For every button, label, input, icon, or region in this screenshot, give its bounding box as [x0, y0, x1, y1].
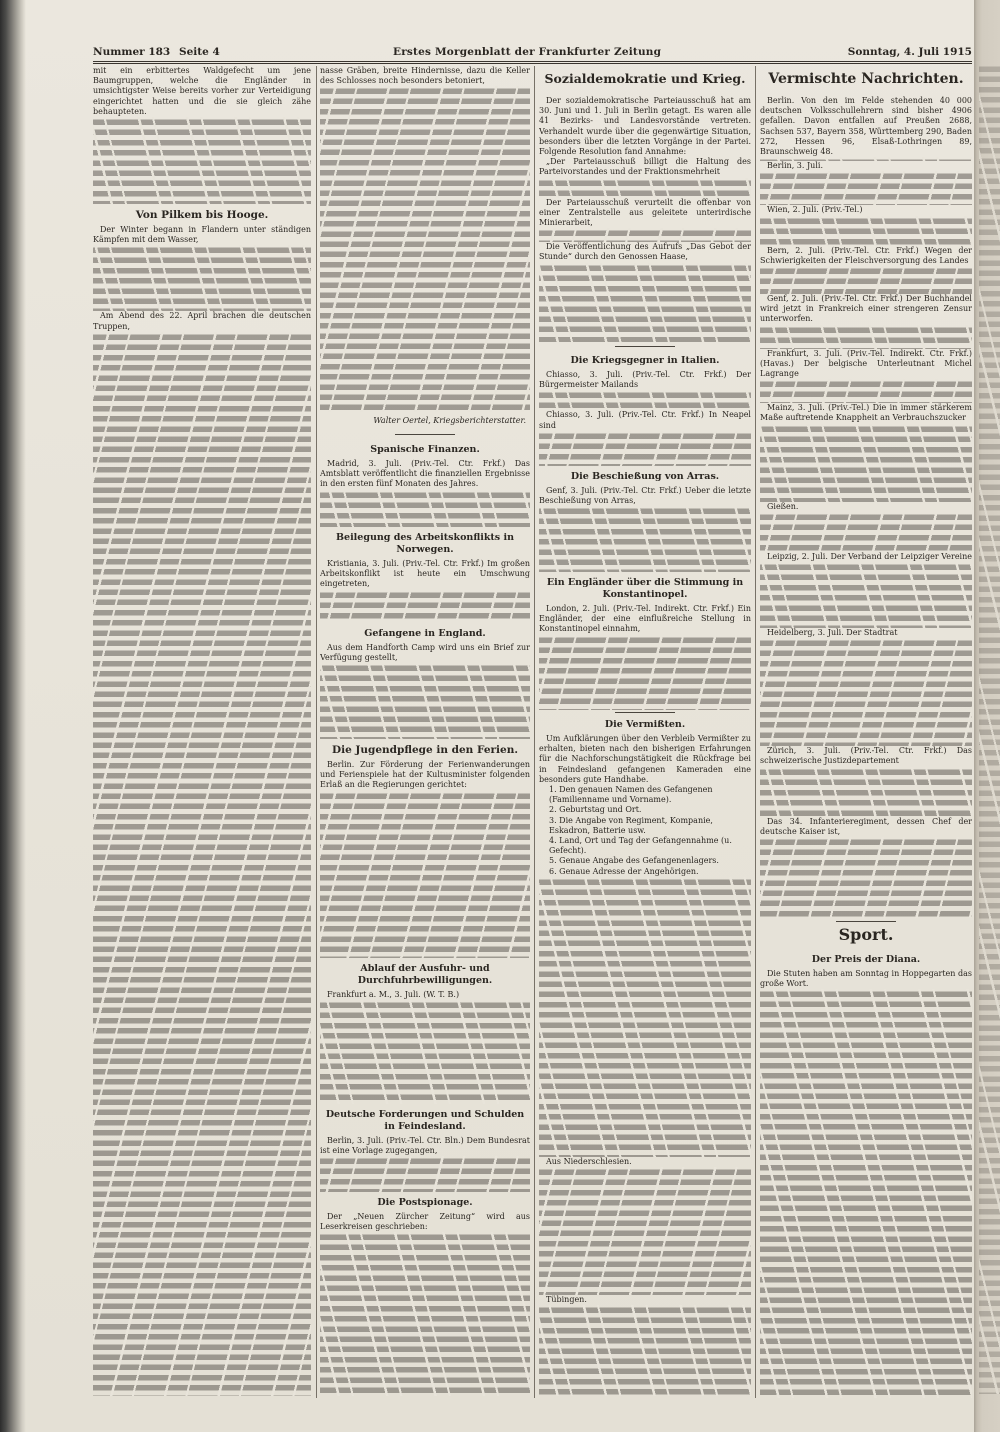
article-stimmung-konstantinopel — [539, 574, 751, 710]
article-separator — [615, 712, 675, 713]
edition-title: Erstes Morgenblatt der Frankfurter Zeitung — [393, 46, 662, 58]
article-text: Chiasso, 3. Juli. (Priv.-Tel. Ctr. Frkf.) In Neapel sind — [539, 410, 751, 430]
page-binding-shadow — [0, 0, 26, 1432]
article-headline: Die Vermißten. — [604, 719, 686, 730]
adjacent-page-text-block — [979, 64, 1000, 1394]
text-block — [760, 266, 972, 294]
article-vermisste — [539, 716, 751, 1396]
text-block — [539, 506, 751, 572]
text-block — [320, 590, 530, 623]
text-block — [760, 171, 972, 205]
article-kriegsgegner-italien — [539, 352, 751, 466]
text-block — [539, 263, 751, 342]
article-text: Berlin, 3. Juli. (Priv.-Tel. Ctr. Bln.) Dem Bundesrat ist eine Vorlage zugegangen, — [320, 1136, 530, 1156]
article-separator — [615, 346, 675, 347]
article-text: Madrid, 3. Juli. (Priv.-Tel. Ctr. Frkf.) Das Amtsblatt veröffentlicht die finanziellen Ergebnisse in den ersten fünf Monaten des Jahres. — [320, 459, 530, 489]
text-block — [93, 117, 311, 204]
column-3 — [539, 0, 751, 1432]
news-item: Genf, 2. Juli. (Priv.-Tel. Ctr. Frkf.) Der Buchhandel wird jetzt in Frankreich einer strengeren Zensur unterworfen. — [760, 294, 972, 324]
article-text: nasse Gräben, breite Hindernisse, dazu die Keller des Schlosses noch besonders betoniert, — [320, 66, 530, 86]
article-text: Der Winter begann in Flandern unter ständigen Kämpfen mit dem Wasser, — [93, 225, 311, 245]
article-postspionage — [320, 1194, 530, 1396]
list-item: 6. Genaue Adresse der Angehörigen. — [549, 866, 699, 876]
article-separator — [395, 434, 455, 435]
text-block — [760, 325, 972, 349]
page-number: Seite 4 — [179, 46, 220, 58]
text-block — [320, 1000, 530, 1104]
article-preis-der-diana — [760, 951, 972, 1398]
text-block — [320, 490, 530, 527]
article-headline: Die Postspionage. — [377, 1197, 473, 1208]
text-block — [539, 178, 751, 198]
text-block — [760, 837, 972, 918]
article-text: Frankfurt a. M., 3. Juli. (W. T. B.) — [327, 990, 460, 999]
news-item: Leipzig, 2. Juli. Der Verband der Leipziger Vereine — [767, 551, 972, 561]
article-gefangene-england — [320, 625, 530, 739]
text-block — [760, 638, 972, 746]
text-block — [539, 1305, 751, 1396]
article-pilkem-hooge — [93, 206, 311, 1396]
text-block — [760, 216, 972, 246]
article-text: London, 2. Juli. (Priv.-Tel. Indirekt. Ctr. Frkf.) Ein Engländer, der eine einflußreiche Stellung in Konstantinopel einnahm, — [539, 604, 751, 634]
section-separator — [836, 921, 896, 922]
article-headline: Die Kriegsgegner in Italien. — [570, 355, 720, 366]
article-headline: Der Preis der Diana. — [811, 954, 921, 965]
article-headline: Ablauf der Ausfuhr- und Durchfuhrbewilligungen. — [357, 963, 493, 986]
section-headline: Vermischte Nachrichten. — [768, 71, 964, 87]
list-item: 3. Die Angabe von Regiment, Kompanie, Eskadron, Batterie usw. — [549, 815, 713, 835]
article-text: „Der Parteiausschuß billigt die Haltung des Parteivorstandes und der Fraktionsmehrheit — [539, 157, 751, 177]
section-sport — [760, 924, 972, 950]
article-continuation — [320, 66, 530, 412]
section-headline: Sport. — [838, 925, 894, 944]
column-rule — [534, 66, 535, 1398]
text-block — [320, 1156, 530, 1192]
adjacent-page-edge — [974, 0, 1000, 1432]
news-item: Wien, 2. Juli. (Priv.-Tel.) — [767, 205, 863, 215]
text-block — [760, 989, 972, 1398]
text-block — [320, 791, 530, 958]
news-item: Das 34. Infanterieregiment, dessen Chef der deutsche Kaiser ist, — [760, 816, 972, 836]
column-rule — [316, 66, 317, 1398]
column-1 — [93, 0, 311, 1432]
text-block — [320, 86, 530, 412]
article-arbeitskonflikt-norwegen — [320, 529, 530, 623]
article-spanische-finanzen — [320, 441, 530, 527]
column-rule — [755, 66, 756, 1398]
article-text: Aus Niederschlesien. — [546, 1156, 632, 1166]
article-text: Genf, 3. Juli. (Priv.-Tel. Ctr. Frkf.) Ueber die letzte Beschießung von Arras, — [539, 486, 751, 506]
article-text: Kristiania, 3. Juli. (Priv.-Tel. Ctr. Frkf.) Im großen Arbeitskonflikt ist heute ein Umschwung eingetreten, — [320, 559, 530, 589]
text-block — [760, 379, 972, 403]
news-item: Gießen. — [767, 501, 799, 511]
article-text: Der Parteiausschuß verurteilt die offenbar von einer Zentralstelle aus geleitete unterirdische Minierarbeit, — [539, 197, 751, 228]
text-block — [539, 431, 751, 466]
news-item: Berlin, 3. Juli. — [767, 161, 823, 171]
text-block — [93, 245, 311, 311]
news-item: Berlin. Von den im Felde stehenden 40 000 deutschen Volksschullehrern sind bisher 4906 gefallen. Davon entfallen auf Preußen 2688, Sachsen 537, Bayern 358, Württemberg 290, Baden 272, Hessen 96, Elsaß-Lothringen 89, Braunschweig 48. — [760, 96, 972, 157]
article-headline: Von Pilkem bis Hooge. — [135, 209, 269, 221]
article-text: Die Stuten haben am Sonntag in Hoppegarten das große Wort. — [760, 969, 972, 989]
text-block — [93, 332, 311, 1396]
article-text: Aus dem Handforth Camp wird uns ein Brief zur Verfügung gestellt, — [320, 643, 530, 663]
text-block — [760, 512, 972, 552]
article-headline: Deutsche Forderungen und Schulden in Feindesland. — [325, 1109, 525, 1132]
text-block — [320, 1232, 530, 1396]
issue-date: Sonntag, 4. Juli 1915 — [847, 46, 972, 58]
text-block — [320, 663, 530, 739]
list-item: 1. Den genauen Namen des Gefangenen (Familienname und Vorname). — [549, 785, 713, 805]
article-headline: Ein Engländer über die Stimmung in Konstantinopel. — [546, 577, 744, 600]
column-2 — [320, 0, 530, 1432]
article-text: Berlin. Zur Förderung der Ferienwanderungen und Ferienspiele hat der Kultusminister folgenden Erlaß an die Regierungen gerichtet: — [320, 760, 530, 790]
article-headline: Die Beschießung von Arras. — [570, 471, 720, 482]
column-4 — [760, 0, 972, 1432]
issue-number: Nummer 183 — [93, 46, 171, 58]
article-headline: Die Jugendpflege in den Ferien. — [331, 744, 518, 756]
article-headline: Beilegung des Arbeitskonflikts in Norwegen. — [336, 532, 514, 555]
news-item: Mainz, 3. Juli. (Priv.-Tel.) Die in immer stärkerem Maße auftretende Knappheit an Verbrauchszucker — [760, 403, 972, 423]
article-headline: Spanische Finanzen. — [370, 444, 480, 455]
list-item: 5. Genaue Angabe des Gefangenenlagers. — [549, 856, 719, 866]
article-beschiessung-arras — [539, 468, 751, 572]
list-item: 4. Land, Ort und Tag der Gefangennahme (u. Gefecht). — [549, 836, 732, 856]
text-block — [539, 390, 751, 410]
article-text: Der sozialdemokratische Parteiausschuß hat am 30. Juni und 1. Juli in Berlin getagt. Es waren alle 41 Bezirks- und Landesvorstände vertreten. Verhandelt wurde über die gegenwärtige Situation, besonders über die letzten Vorgänge in der Partei. Folgende Resolution fand Annahme: — [539, 96, 751, 157]
article-text: Um Aufklärungen über den Verbleib Vermißter zu erhalten, bieten nach den bisherigen Erfahrungen für die Nachforschungstätigkeit die Rückfrage bei in Feindesland gefangenen Kameraden eine besonders gute Handhabe. — [539, 734, 751, 784]
article-text: Am Abend des 22. April brachen die deutschen Truppen, — [93, 311, 311, 331]
news-item: Bern, 2. Juli. (Priv.-Tel. Ctr. Frkf.) Wegen der Schwierigkeiten der Fleischversorgung des Landes — [760, 245, 972, 265]
article-forderungen-feindesland — [320, 1106, 530, 1192]
section-vermischte-nachrichten — [760, 66, 972, 918]
text-block — [760, 424, 972, 502]
text-block — [539, 228, 751, 242]
article-headline: Gefangene in England. — [364, 628, 486, 639]
article-text: mit ein erbittertes Waldgefecht um jene Baumgruppen, welche die Engländer in umsichtigster Weise bereits vorher zur Verteidigung eingerichtet hatten und die sie gleich zähe behaupteten. — [93, 66, 311, 116]
article-sozialdemokratie — [539, 66, 751, 342]
article-text: Tübingen. — [546, 1295, 587, 1305]
news-item: Heidelberg, 3. Juli. Der Stadtrat — [767, 628, 898, 638]
article-continuation — [93, 66, 311, 204]
text-block — [760, 767, 972, 817]
text-block — [539, 635, 751, 710]
article-text: Die Veröffentlichung des Aufrufs „Das Gebot der Stunde“ durch den Genossen Haase, — [539, 242, 751, 262]
article-ausfuhrbewilligungen — [320, 960, 530, 1104]
text-block — [539, 1167, 751, 1295]
article-byline: Walter Oertel, Kriegsberichterstatter. — [373, 416, 526, 425]
news-item: Zürich, 3. Juli. (Priv.-Tel. Ctr. Frkf.) Das schweizerische Justizdepartement — [760, 746, 972, 766]
text-block — [539, 877, 751, 1157]
article-headline: Sozialdemokratie und Krieg. — [544, 71, 746, 86]
article-text: Chiasso, 3. Juli. (Priv.-Tel. Ctr. Frkf.) Der Bürgermeister Mailands — [539, 370, 751, 390]
article-jugendpflege — [320, 741, 530, 958]
text-block — [760, 562, 972, 628]
article-text: Der „Neuen Zürcher Zeitung“ wird aus Leserkreisen geschrieben: — [320, 1212, 530, 1232]
list-item: 2. Geburtstag und Ort. — [549, 805, 642, 815]
news-item: Frankfurt, 3. Juli. (Priv.-Tel. Indirekt. Ctr. Frkf.) (Havas.) Der belgische Unterleutnant Michel Lagrange — [760, 348, 972, 379]
